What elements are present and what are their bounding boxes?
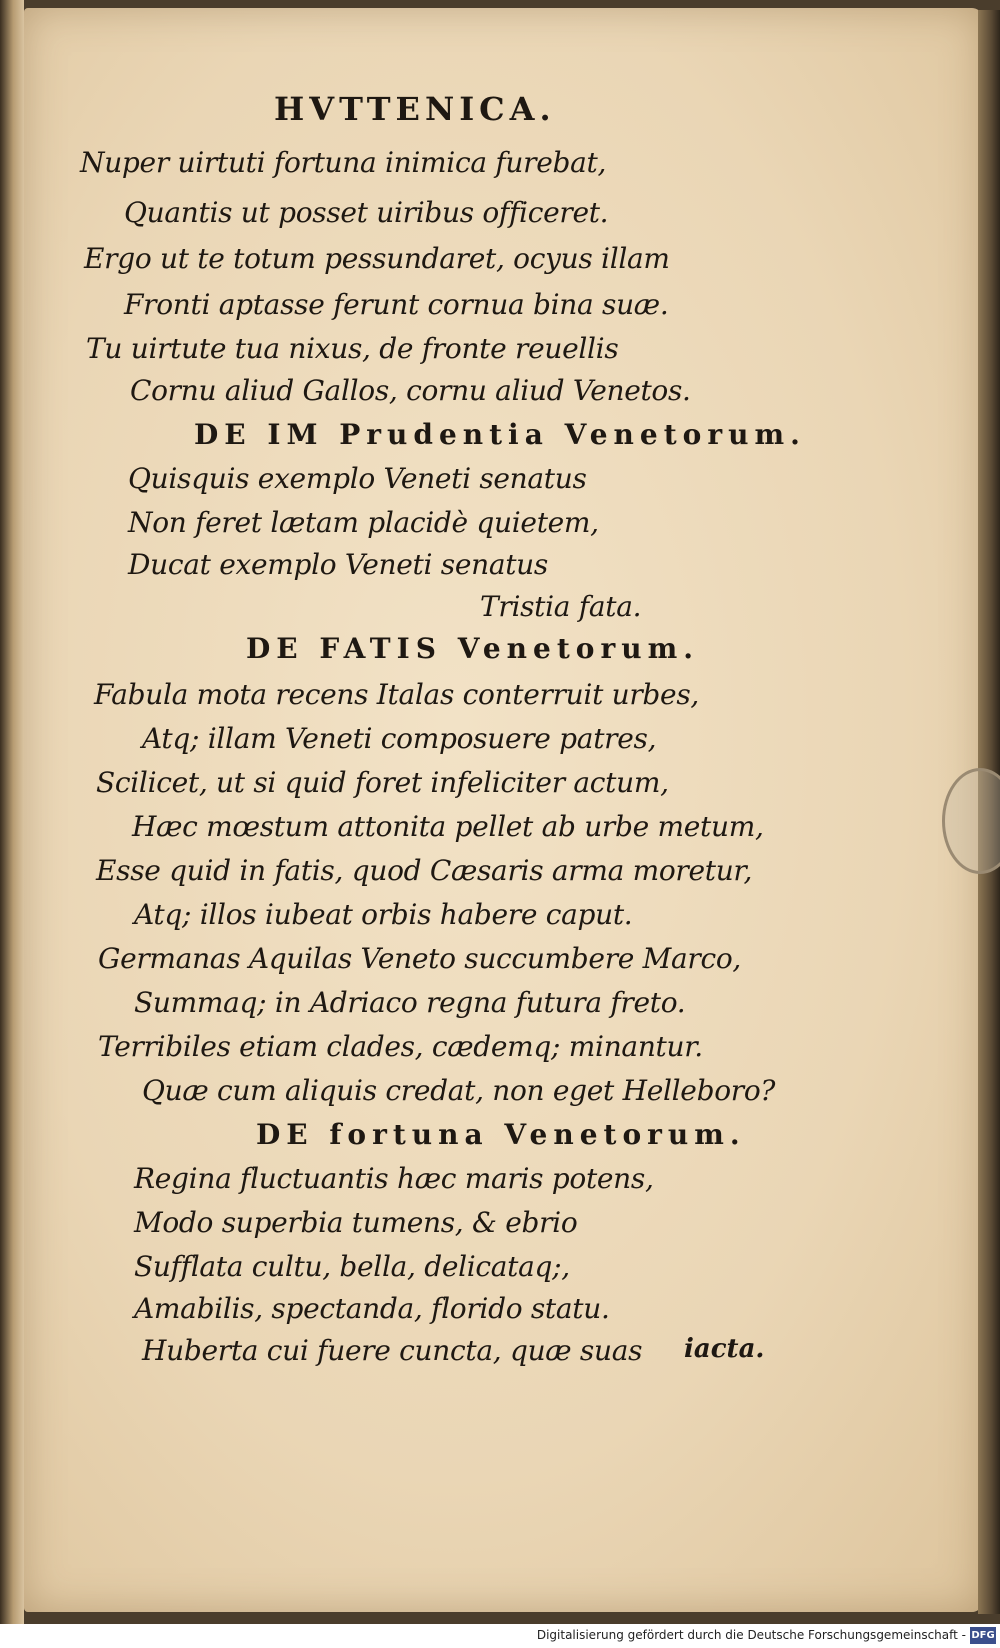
text-line: Summaq; in Adriaco regna futura freto. <box>134 986 686 1019</box>
catchword: iacta. <box>684 1334 765 1364</box>
text-line: Regina fluctuantis hæc maris potens, <box>134 1162 654 1195</box>
text-line: Huberta cui fuere cuncta, quæ suas <box>142 1334 643 1367</box>
text-line: Scilicet, ut si quid foret infeliciter actum, <box>96 766 669 799</box>
digitization-footer <box>0 1624 1000 1648</box>
dfg-logo-icon[interactable]: DFG <box>970 1627 996 1644</box>
section-heading: DE IM Prudentia Venetorum. <box>194 418 806 451</box>
section-heading: DE FATIS Venetorum. <box>246 632 699 665</box>
text-line: Terribiles etiam clades, cædemq; minantur. <box>98 1030 703 1063</box>
text-line: Tu uirtute tua nixus, de fronte reuellis <box>86 332 619 365</box>
text-line: Quantis ut posset uiribus officeret. <box>124 196 609 229</box>
text-line: Modo superbia tumens, & ebrio <box>134 1206 578 1239</box>
footer-credit: Digitalisierung gefördert durch die Deutsche Forschungsgemeinschaft - <box>536 1628 966 1642</box>
text-line: Ergo ut te totum pessundaret, ocyus illam <box>84 242 670 275</box>
book-page <box>24 8 982 1612</box>
text-line: Esse quid in fatis, quod Cæsaris arma moretur, <box>96 854 753 887</box>
previous-page-edge <box>0 0 24 1624</box>
text-line: Nuper uirtuti fortuna inimica furebat, <box>80 146 607 179</box>
text-line: Fronti aptasse ferunt cornua bina suæ. <box>124 288 669 321</box>
page-text <box>24 8 982 1612</box>
text-line: Hæc mœstum attonita pellet ab urbe metum, <box>132 810 764 843</box>
text-line: Germanas Aquilas Veneto succumbere Marco, <box>98 942 742 975</box>
text-line: Sufflata cultu, bella, delicataq;, <box>134 1250 570 1283</box>
text-line: Atq; illos iubeat orbis habere caput. <box>134 898 633 931</box>
text-line: Quisquis exemplo Veneti senatus <box>128 462 587 495</box>
text-line: Fabula mota recens Italas conterruit urbes, <box>94 678 700 711</box>
text-line: Ducat exemplo Veneti senatus <box>128 548 548 581</box>
text-line: Cornu aliud Gallos, cornu aliud Venetos. <box>130 374 691 407</box>
section-heading: DE fortuna Venetorum. <box>256 1118 746 1151</box>
text-line: Amabilis, spectanda, florido statu. <box>134 1292 610 1325</box>
running-head: HVTTENICA. <box>274 90 556 128</box>
text-line: Non feret lætam placidè quietem, <box>128 506 599 539</box>
text-line: Atq; illam Veneti composuere patres, <box>142 722 657 755</box>
text-line: Tristia fata. <box>480 590 642 623</box>
text-line: Quæ cum aliquis credat, non eget Helleboro? <box>142 1074 776 1107</box>
